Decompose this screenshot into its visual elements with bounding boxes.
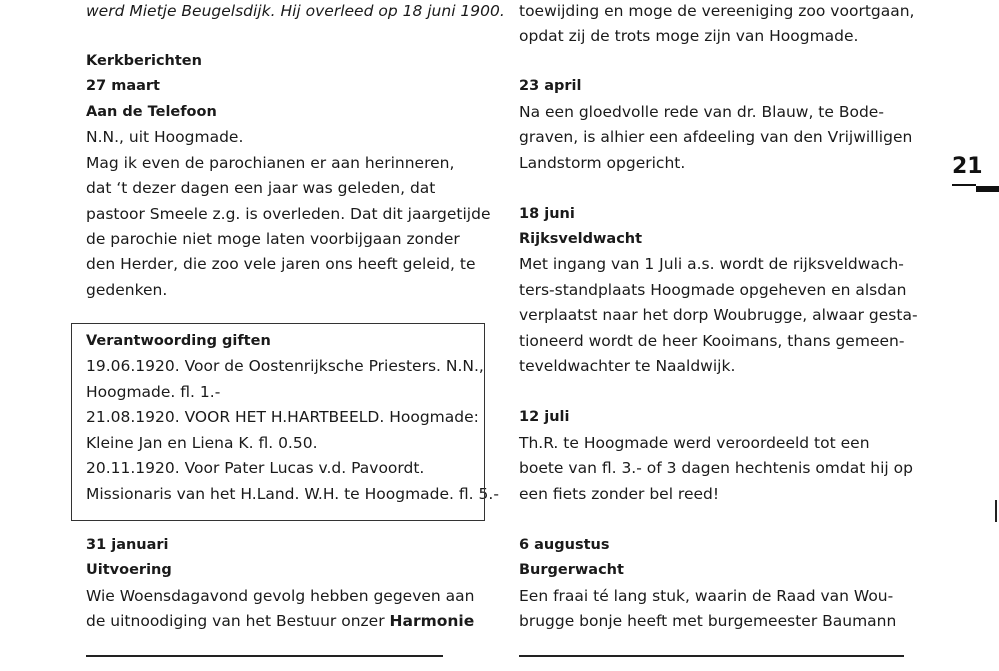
article-date: 31 januari	[86, 537, 169, 553]
article-date: 23 april	[519, 78, 582, 94]
body-line: de parochie niet moge laten voorbijgaan zonder	[86, 230, 460, 248]
box-title: Verantwoording giften	[86, 333, 271, 349]
box-line: Hoogmade. fl. 1.-	[86, 383, 221, 401]
page-number-underline	[952, 184, 976, 186]
body-line: gedenken.	[86, 281, 168, 299]
body-line: een fiets zonder bel reed!	[519, 485, 720, 503]
article-date: 12 juli	[519, 409, 570, 425]
body-line: opdat zij de trots moge zijn van Hoogmade.	[519, 27, 859, 45]
body-line: boete van fl. 3.- of 3 dagen hechtenis omdat hij op	[519, 459, 913, 477]
donations-box	[71, 323, 485, 521]
body-line: verplaatst naar het dorp Woubrugge, alwaar gesta-	[519, 306, 918, 324]
left-footer-rule	[86, 655, 443, 657]
body-line: Wie Woensdagavond gevolg hebben gegeven aan	[86, 587, 475, 605]
right-footer-rule	[519, 655, 904, 657]
body-line-mixed	[86, 609, 474, 634]
intro-line: werd Mietje Beugelsdijk. Hij overleed op 18 juni 1900.	[86, 2, 505, 20]
box-line: 20.11.1920. Voor Pater Lucas v.d. Pavoordt.	[86, 459, 425, 477]
box-line: Kleine Jan en Liena K. fl. 0.50.	[86, 434, 318, 452]
article-title: Burgerwacht	[519, 562, 624, 578]
article-date: 18 juni	[519, 206, 575, 222]
body-line: toewijding en moge de vereeniging zoo voortgaan,	[519, 2, 915, 20]
body-line: Met ingang van 1 Juli a.s. wordt de rijksveldwach-	[519, 255, 904, 273]
section-title: Kerkberichten	[86, 53, 202, 69]
body-line: den Herder, die zoo vele jaren ons heeft geleid, te	[86, 255, 476, 273]
body-line: pastoor Smeele z.g. is overleden. Dat dit jaargetijde	[86, 205, 491, 223]
body-line: Landstorm opgericht.	[519, 154, 686, 172]
page-tab-bar	[976, 186, 999, 192]
article-title: Rijksveldwacht	[519, 231, 643, 247]
body-line: Een fraai té lang stuk, waarin de Raad van Wou-	[519, 587, 894, 605]
body-line: teveldwachter te Naaldwijk.	[519, 357, 736, 375]
bold-term: Harmonie	[389, 612, 475, 630]
edge-mark	[995, 500, 997, 522]
article-date: 6 augustus	[519, 537, 610, 553]
body-line: tioneerd wordt de heer Kooimans, thans gemeen-	[519, 332, 905, 350]
box-line: 21.08.1920. VOOR HET H.HARTBEELD. Hoogmade:	[86, 408, 479, 426]
article-date: 27 maart	[86, 78, 160, 94]
body-line: Th.R. te Hoogmade werd veroordeeld tot een	[519, 434, 870, 452]
page-number: 21	[952, 154, 983, 179]
body-line: graven, is alhier een afdeeling van den Vrijwilligen	[519, 128, 913, 146]
body-line: N.N., uit Hoogmade.	[86, 128, 244, 146]
article-title: Uitvoering	[86, 562, 172, 578]
body-line: ters-standplaats Hoogmade opgeheven en alsdan	[519, 281, 907, 299]
body-line: Mag ik even de parochianen er aan herinneren,	[86, 154, 455, 172]
article-title: Aan de Telefoon	[86, 104, 217, 120]
body-line: brugge bonje heeft met burgemeester Baumann	[519, 612, 897, 630]
body-line: dat ‘t dezer dagen een jaar was geleden, dat	[86, 179, 436, 197]
box-line: 19.06.1920. Voor de Oostenrijksche Priesters. N.N.,	[86, 357, 484, 375]
body-text: de uitnoodiging van het Bestuur onzer	[86, 612, 390, 630]
body-line: Na een gloedvolle rede van dr. Blauw, te Bode-	[519, 103, 884, 121]
box-line: Missionaris van het H.Land. W.H. te Hoogmade. fl. 5.-	[86, 485, 499, 503]
